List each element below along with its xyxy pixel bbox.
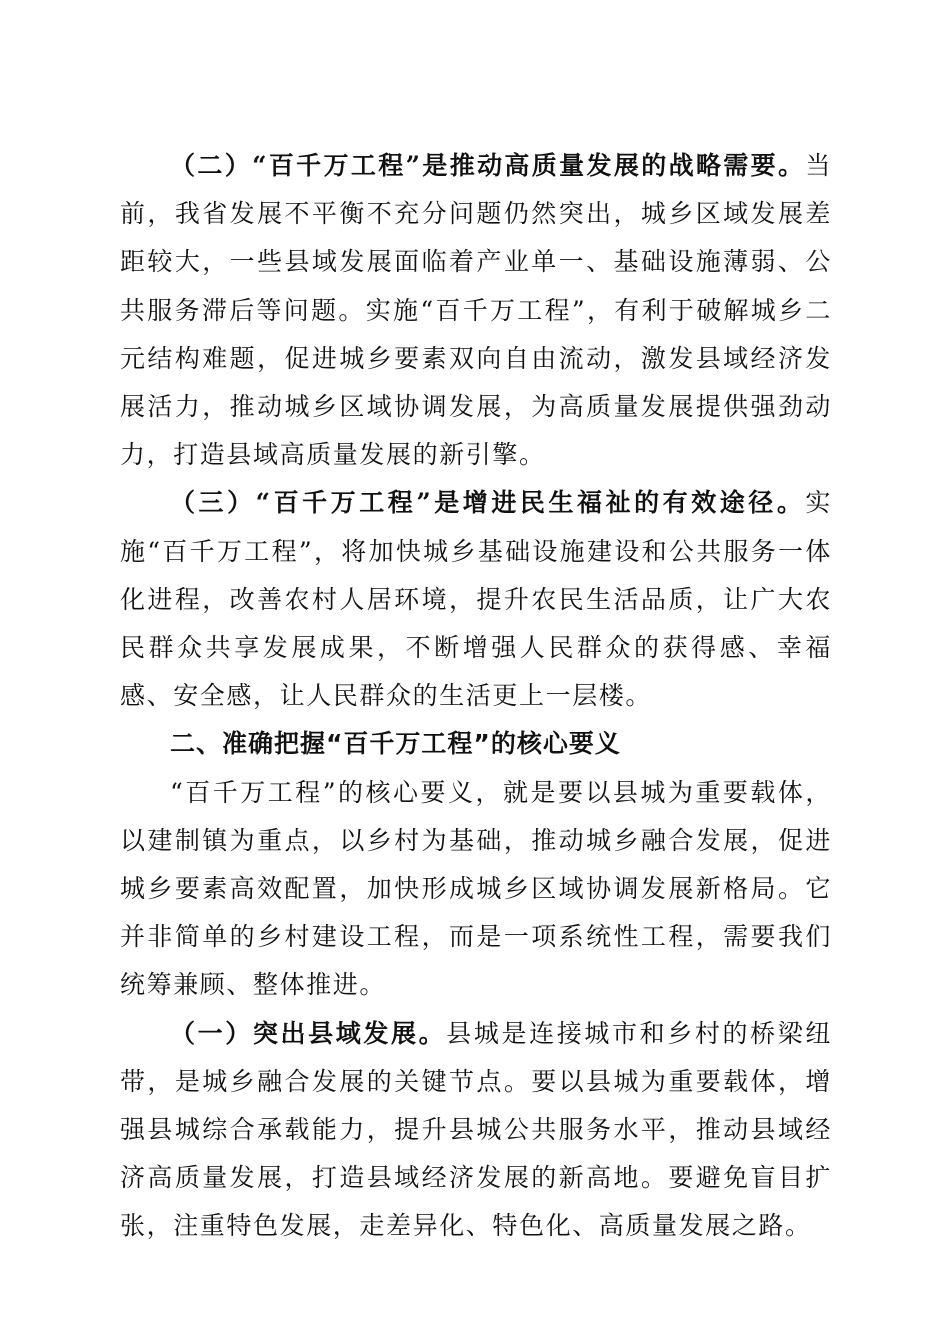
- paragraph-lead: （一）突出县域发展。: [170, 1018, 447, 1048]
- paragraph-county-development: [120, 1010, 832, 1251]
- paragraph-core-meaning: “百千万工程”的核心要义，就是要以县城为重要载体，以建制镇为重点，以乡村为基础，推动城乡融合发展，促进城乡要素高效配置，加快形成城乡区域协调发展新格局。它并非简单的乡村建设工程，而是一项系统性工程，需要我们统筹兼顾、整体推进。: [120, 777, 832, 1000]
- paragraph-text: 当前，我省发展不平衡不充分问题仍然突出，城乡区域发展差距较大，一些县域发展面临着产业单一、基础设施薄弱、公共服务滞后等问题。实施“百千万工程”，有利于破解城乡二元结构难题，促进城乡要素双向自由流动，激发县域经济发展活力，推动城乡区域协调发展，为高质量发展提供强劲动力，打造县域高质量发展的新引擎。: [120, 151, 832, 470]
- paragraph-livelihood: [120, 479, 832, 720]
- paragraph-lead: （二）“百千万工程”是推动高质量发展的战略需要。: [170, 151, 806, 180]
- document-body: [120, 142, 832, 1251]
- section-heading: 二、准确把握“百千万工程”的核心要义: [170, 729, 621, 759]
- paragraph-text: 实施“百千万工程”，将加快城乡基础设施建设和公共服务一体化进程，改善农村人居环境，提升农民生活品质，让广大农民群众共享发展成果，不断增强人民群众的获得感、幸福感、安全感，让人民群众的生活更上一层楼。: [120, 488, 832, 711]
- paragraph-strategic-need: [120, 142, 832, 479]
- paragraph-text: 县城是连接城市和乡村的桥梁纽带，是城乡融合发展的关键节点。要以县城为重要载体，增强县城综合承载能力，提升县城公共服务水平，推动县域经济高质量发展，打造县域经济发展的新高地。要避免盲目扩张，注重特色发展，走差异化、特色化、高质量发展之路。: [120, 1018, 832, 1241]
- paragraph-lead: （三）“百千万工程”是增进民生福祉的有效途径。: [170, 488, 806, 518]
